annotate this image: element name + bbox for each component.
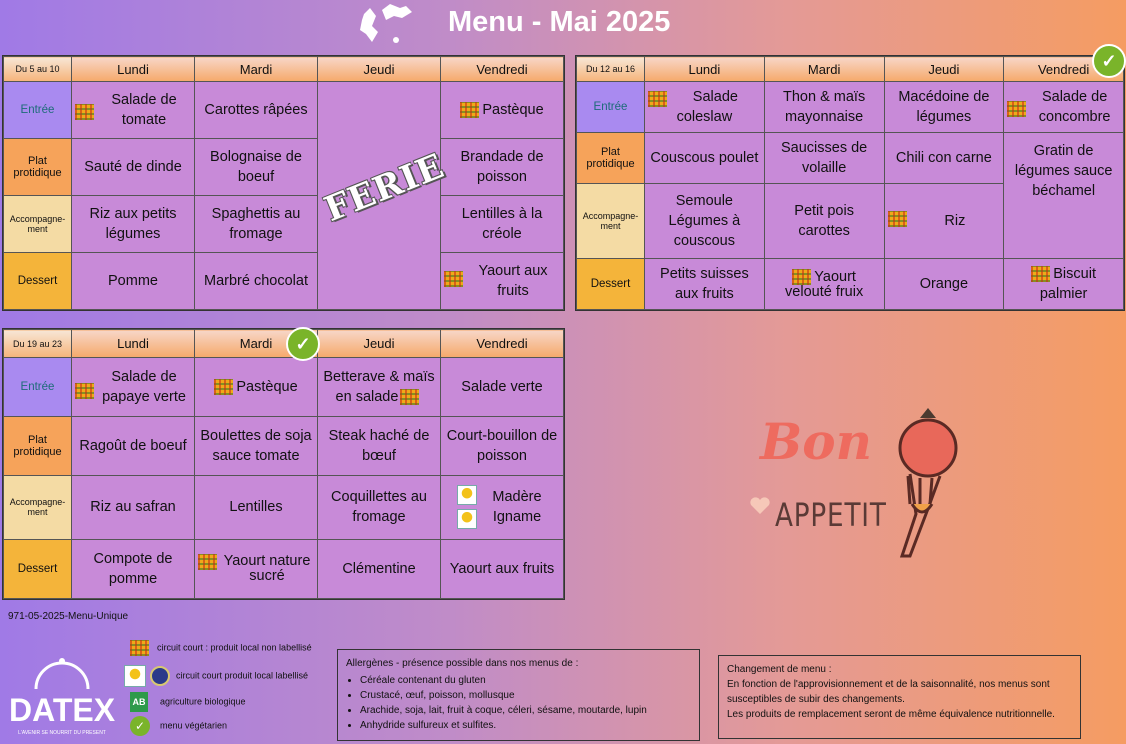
menu-cell: Yaourt aux fruits: [441, 540, 564, 599]
row-label-accompagnement: Accompagne-ment: [4, 475, 72, 540]
menu-cell: Steak haché de bœuf: [318, 416, 441, 475]
menu-cell: Lentilles à la créole: [441, 196, 564, 253]
menu-cell: Orange: [884, 259, 1004, 310]
plaid-flag-icon: [214, 379, 233, 395]
week-range: Du 5 au 10: [4, 57, 72, 82]
menu-cell: Marbré chocolat: [195, 253, 318, 310]
week-3-menu: [2, 328, 565, 600]
allergen-item: • Céréale contenant du gluten: [360, 673, 691, 688]
legend-bio: AB agriculture biologique: [130, 692, 246, 712]
row-label-accompagnement: Accompagne-ment: [577, 183, 645, 259]
page-title: Menu - Mai 2025: [448, 6, 671, 38]
menu-cell: Chili con carne: [884, 132, 1004, 183]
menu-cell: Salade coleslaw: [645, 82, 765, 133]
ferie-stamp: FERIE: [319, 146, 451, 230]
logo-name: DATEX: [8, 692, 116, 728]
menu-cell: Madère Igname: [441, 475, 564, 540]
fork-tomato-icon: [876, 404, 966, 564]
changement-text: En fonction de l'approvisionnement et de la saisonnalité, nos menus sont susceptibles de subir des changements.: [727, 679, 1050, 705]
menu-cell: Sauté de dinde: [72, 139, 195, 196]
changement-text: Les produits de remplacement seront de même équivalence nutritionnelle.: [727, 709, 1055, 720]
menu-cell: Macédoine de légumes: [884, 82, 1004, 133]
allergen-item: • Arachide, soja, lait, fruit à coque, céleri, sésame, moutarde, lupin: [360, 703, 691, 718]
week-1-menu: [2, 55, 565, 311]
legend-vegetarien: ✓ menu végétarien: [130, 716, 227, 736]
menu-cell: Riz: [884, 183, 1004, 259]
plaid-flag-icon: [444, 271, 463, 287]
menu-cell: Ragoût de boeuf: [72, 416, 195, 475]
day-header: Jeudi: [318, 330, 441, 358]
menu-cell: Betterave & maïs en salade: [318, 358, 441, 417]
menu-cell: Pastèque: [441, 82, 564, 139]
menu-cell: Salade de tomate: [72, 82, 195, 139]
menu-cell: Saucisses de volaille: [764, 132, 884, 183]
heart-icon: [748, 496, 772, 516]
menu-cell: Carottes râpées: [195, 82, 318, 139]
day-header: Vendredi: [1004, 57, 1124, 82]
menu-cell: Coquillettes au fromage: [318, 475, 441, 540]
plaid-flag-icon: [460, 102, 479, 118]
menu-cell: Salade de papaye verte: [72, 358, 195, 417]
row-label-dessert: Dessert: [4, 540, 72, 599]
row-label-plat: Plat protidique: [4, 416, 72, 475]
plaid-flag-icon: [1031, 266, 1050, 282]
allergen-item: • Crustacé, œuf, poisson, mollusque: [360, 688, 691, 703]
menu-cell: Yaourt velouté fruix: [764, 259, 884, 310]
row-label-accompagnement: Accompagne-ment: [4, 196, 72, 253]
plaid-flag-icon: [75, 383, 94, 399]
menu-cell: Riz aux petits légumes: [72, 196, 195, 253]
row-label-entree: Entrée: [4, 82, 72, 139]
changement-title: Changement de menu :: [727, 664, 832, 675]
menu-cell: Riz au safran: [72, 475, 195, 540]
plaid-flag-icon: [198, 554, 217, 570]
menu-cell: Yaourt aux fruits: [441, 253, 564, 310]
day-header: Vendredi: [441, 330, 564, 358]
allergens-box: [337, 649, 700, 741]
row-label-entree: Entrée: [4, 358, 72, 417]
menu-cell: Biscuit palmier: [1004, 259, 1124, 310]
datex-logo: [8, 655, 116, 737]
menu-reference: 971-05-2025-Menu-Unique: [8, 611, 129, 622]
legend-circuit-court: circuit court : produit local non labellisé: [130, 640, 312, 656]
changement-box: [718, 655, 1081, 739]
week-range: Du 12 au 16: [577, 57, 645, 82]
menu-cell: Salade de concombre: [1004, 82, 1124, 133]
label-icon: [457, 485, 477, 505]
label-icon: [124, 665, 146, 687]
day-header: Lundi: [72, 330, 195, 358]
menu-cell: Semoule Légumes à couscous: [645, 183, 765, 259]
island-map-icon: [356, 2, 418, 48]
plaid-flag-icon: [130, 640, 149, 656]
day-header: Lundi: [645, 57, 765, 82]
plaid-flag-icon: [1007, 101, 1026, 117]
menu-cell: Boulettes de soja sauce tomate: [195, 416, 318, 475]
day-header: Mardi: [195, 330, 318, 358]
day-header: Jeudi: [318, 57, 441, 82]
seal-icon: [150, 666, 170, 686]
bon-text: Bon: [760, 412, 872, 471]
day-header: Lundi: [72, 57, 195, 82]
label-icon: [457, 509, 477, 529]
allergen-item: • Anhydride sulfureux et sulfites.: [360, 718, 691, 733]
day-header: Vendredi: [441, 57, 564, 82]
cloche-icon: [8, 655, 116, 737]
plaid-flag-icon: [792, 269, 811, 285]
week-2-menu: [575, 55, 1125, 311]
row-label-dessert: Dessert: [577, 259, 645, 310]
menu-cell: Yaourt nature sucré: [195, 540, 318, 599]
day-header: Jeudi: [884, 57, 1004, 82]
ab-icon: AB: [130, 692, 148, 712]
menu-cell: Couscous poulet: [645, 132, 765, 183]
plaid-flag-icon: [400, 389, 419, 405]
menu-cell: Petits suisses aux fruits: [645, 259, 765, 310]
menu-cell: Compote de pomme: [72, 540, 195, 599]
leaf-icon: ✓: [1092, 44, 1126, 78]
appetit-text: APPETIT: [775, 496, 887, 534]
menu-cell: Thon & maïs mayonnaise: [764, 82, 884, 133]
logo-tagline: L'AVENIR SE NOURRIT DU PRESENT: [18, 730, 106, 736]
allergens-title: Allergènes - présence possible dans nos menus de :: [346, 658, 579, 669]
menu-cell: Salade verte: [441, 358, 564, 417]
menu-cell: Petit pois carottes: [764, 183, 884, 259]
plaid-flag-icon: [888, 211, 907, 227]
menu-cell: Pomme: [72, 253, 195, 310]
row-label-entree: Entrée: [577, 82, 645, 133]
menu-cell: Pastèque: [195, 358, 318, 417]
menu-cell: Bolognaise de boeuf: [195, 139, 318, 196]
menu-cell: Clémentine: [318, 540, 441, 599]
row-label-plat: Plat protidique: [577, 132, 645, 183]
week-range: Du 19 au 23: [4, 330, 72, 358]
plaid-flag-icon: [75, 104, 94, 120]
menu-cell: Spaghettis au fromage: [195, 196, 318, 253]
row-label-plat: Plat protidique: [4, 139, 72, 196]
menu-cell: Lentilles: [195, 475, 318, 540]
menu-cell: Court-bouillon de poisson: [441, 416, 564, 475]
day-header: Mardi: [195, 57, 318, 82]
menu-cell: Gratin de légumes sauce béchamel: [1004, 132, 1124, 258]
day-header: Mardi: [764, 57, 884, 82]
plaid-flag-icon: [648, 91, 667, 107]
row-label-dessert: Dessert: [4, 253, 72, 310]
menu-cell: Brandade de poisson: [441, 139, 564, 196]
leaf-icon: ✓: [130, 716, 150, 736]
leaf-icon: ✓: [286, 327, 320, 361]
legend-labellise: circuit court produit local labellisé: [124, 665, 308, 687]
